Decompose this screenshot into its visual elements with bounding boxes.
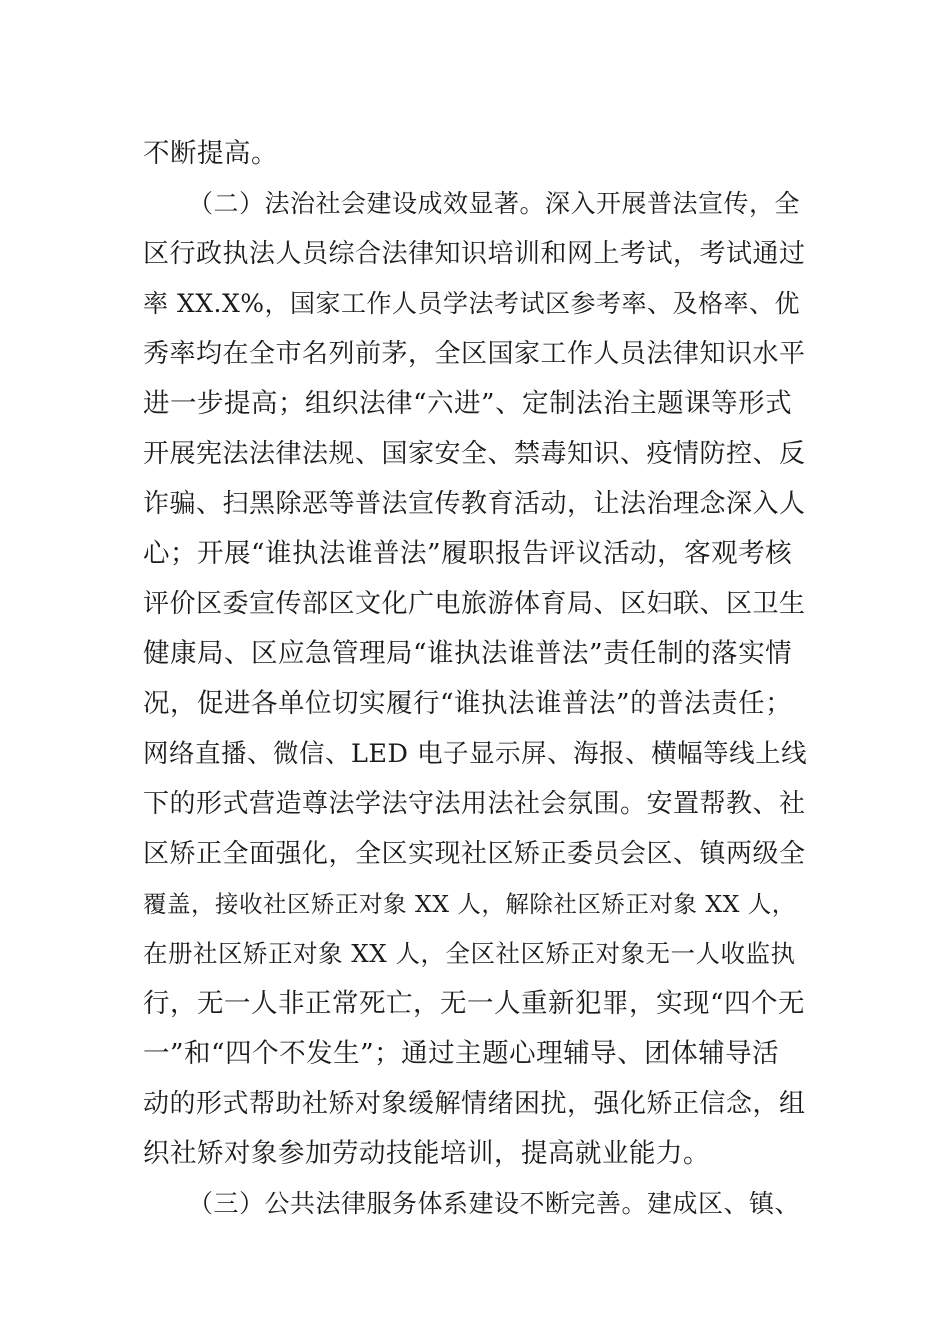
text-line: 健康局、区应急管理局“谁执法谁普法”责任制的落实情 [143,638,793,669]
text-line: 覆盖，接收社区矫正对象 XX 人，解除社区矫正对象 XX 人， [143,890,796,918]
text-line: 在册社区矫正对象 XX 人，全区社区矫正对象无一人收监执 [143,939,796,968]
text-line: 进一步提高；组织法律“六进”、定制法治主题课等形式 [143,388,793,419]
text-line: 网络直播、微信、LED 电子显示屏、海报、横幅等线上线 [143,739,808,769]
text-line: 开展宪法法律法规、国家安全、禁毒知识、疫情防控、反 [143,439,806,469]
text-line: 行，无一人非正常死亡，无一人重新犯罪，实现“四个无 [143,988,806,1019]
text-line: 不断提高。 [143,138,278,169]
text-line: 心；开展“谁执法谁普法”履职报告评议活动，客观考核 [143,538,793,569]
paragraph-start-line: （三）公共法律服务体系建设不断完善。建成区、镇、 [188,1189,801,1218]
text-line: 区矫正全面强化，全区实现社区矫正委员会区、镇两级全 [143,839,806,869]
text-line: 评价区委宣传部区文化广电旅游体育局、区妇联、区卫生 [143,589,806,619]
text-line: 况，促进各单位切实履行“谁执法谁普法”的普法责任； [143,688,793,719]
paragraph-start-line: （二）法治社会建设成效显著。深入开展普法宣传，全 [188,189,801,218]
text-line: 率 XX.X%，国家工作人员学法考试区参考率、及格率、优 [143,289,801,318]
text-line: 动的形式帮助社矫对象缓解情绪困扰，强化矫正信念，组 [143,1089,806,1119]
text-line: 诈骗、扫黑除恶等普法宣传教育活动，让法治理念深入人 [143,489,806,519]
text-line: 织社矫对象参加劳动技能培训，提高就业能力。 [143,1138,710,1169]
text-line: 一”和“四个不发生”；通过主题心理辅导、团体辅导活 [143,1038,780,1069]
text-line: 区行政执法人员综合法律知识培训和网上考试，考试通过 [143,239,806,269]
text-line: 秀率均在全市名列前茅，全区国家工作人员法律知识水平 [143,339,806,369]
text-line: 下的形式营造尊法学法守法用法社会氛围。安置帮教、社 [143,789,806,819]
